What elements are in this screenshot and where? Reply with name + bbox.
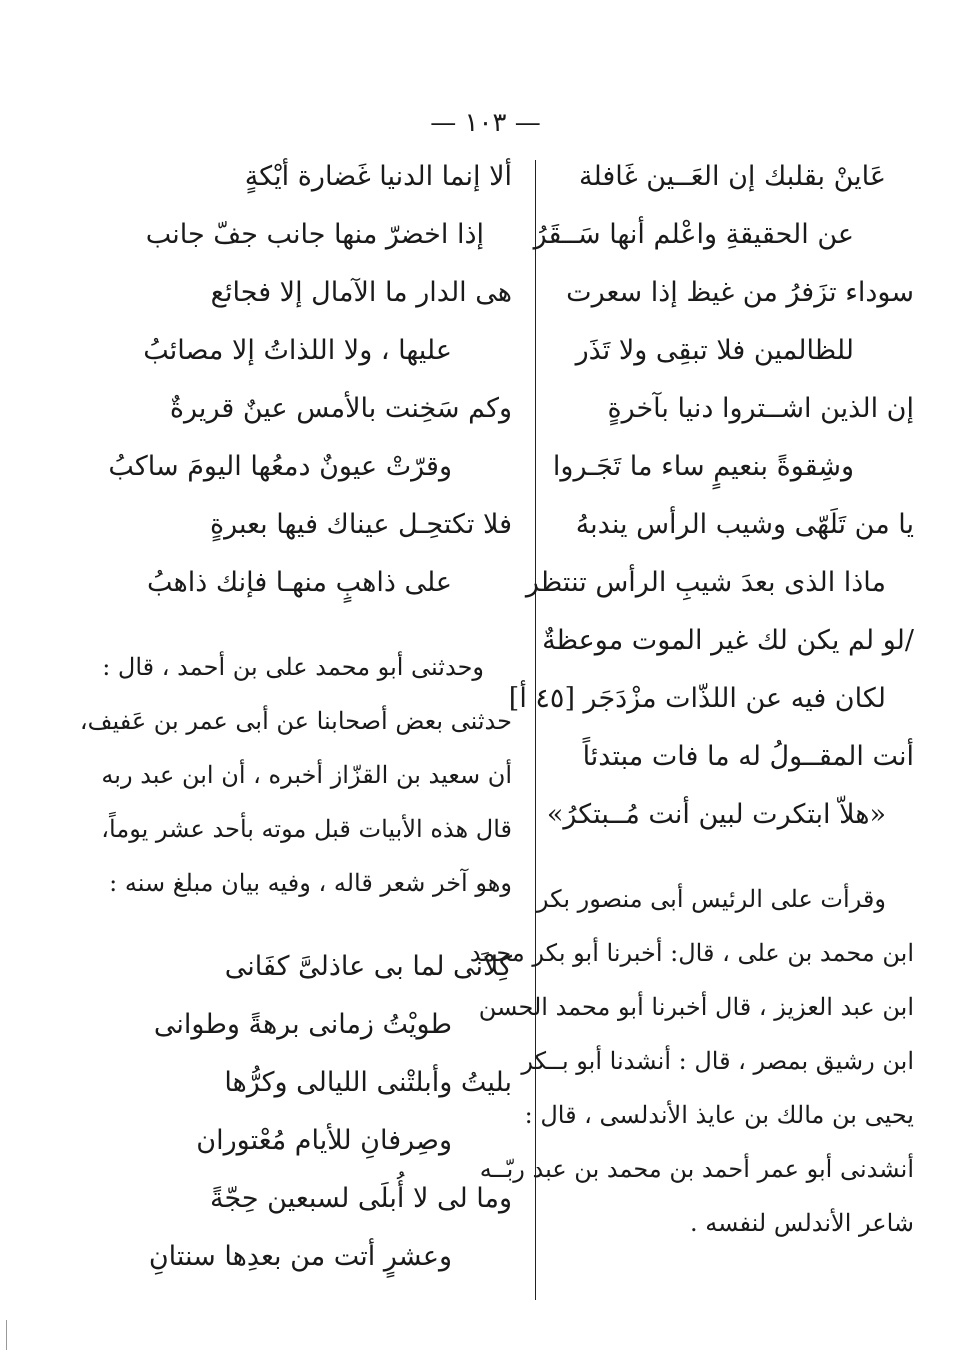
verse-line: ألا إنما الدنيا غَضارة أيْكةٍ: [244, 161, 512, 192]
verse-line: «هلاّ ابتكرت لبين أنت مُــبتكرُ»: [546, 799, 886, 830]
verse-line: عَاينْ بقلبك إن العَــين غَافلة: [578, 161, 886, 192]
prose-line: حدثنى بعض أصحابنا عن أبى عمر بن عَفيف،: [79, 707, 512, 735]
verse-line: عن الحقيقةِ واعْلم أنها سَــقَرُ: [533, 219, 854, 250]
section-gap: [552, 844, 914, 872]
verse-line: للظالمين فلا تبقِى ولا تَذَر: [575, 335, 854, 366]
verse-line: وما لى لا أُبلَى لسبعين حِجّةً: [209, 1183, 512, 1214]
verse-line: وصِرفانِ للأيام مُعْتوران: [196, 1125, 452, 1156]
verse-line: هى الدار ما الآمال إلا فجائع: [210, 277, 512, 308]
prose-line: قال هذه الأبيات قبل موته بأحد عشر يوماً،: [101, 815, 512, 843]
page-edge-mark: [6, 1320, 7, 1350]
verse-line: إذا اخضرّ منها جانب جفّ جانب: [145, 219, 484, 250]
prose-line: ابن عبد العزيز ، قال أخبرنا أبو محمد الحسن: [478, 993, 914, 1021]
verse-line: وقرّتْ عيونٌ دمعُها اليومَ ساكبُ: [108, 451, 452, 482]
prose-line: شاعر الأندلس لنفسه .: [689, 1209, 914, 1237]
prose-line: وهو آخر شعر قاله ، وفيه بيان مبلغ سنه :: [109, 869, 512, 897]
prose-line: أن سعيد بن القزّاز أخبره ، أن ابن عبد ربه: [101, 761, 512, 789]
verse-line: /لو لم يكن لك غير الموت موعظةٌ: [542, 625, 914, 656]
left-column: [79, 148, 512, 1286]
verse-line: أنت المقــولُ له ما فات مبتدئاً: [582, 741, 914, 772]
prose-line: ابن محمد بن على ، قال: أخبرنا أبو بكر محمد: [469, 939, 914, 967]
verse-line: وعشرٍ أتت من بعدِها سنتانِ: [148, 1241, 452, 1272]
prose-line: ابن رشيق بمصر ، قال : أنشدنا أبو بــكر: [521, 1047, 914, 1075]
verse-line: فلا تكتحِـل عيناك فيها بعبرةٍ: [209, 509, 512, 540]
verse-line: يا من تَلَهّى وشيب الرأس يندبهُ: [575, 509, 914, 540]
section-gap: [150, 612, 512, 640]
verse-line: ماذا الذى بعدَ شيبِ الرأس تنتظر: [525, 567, 886, 598]
verse-line: إن الذين اشــتروا دنيا بآخرةٍ: [607, 393, 914, 424]
verse-line: سوداء تزَفرُ من غيظ إذا سعرت: [566, 277, 914, 308]
page-number: — ١٠٣ —: [430, 108, 541, 138]
prose-line: وقرأت على الرئيس أبى منصور بكر: [536, 885, 886, 913]
verse-line: وكم سَخِنت بالأمس عينٌ قريرةٌ: [169, 393, 512, 424]
prose-line: وحدثنى أبو محمد على بن أحمد ، قال :: [102, 653, 484, 681]
verse-line: وشِقوةً بنعيمٍ ساء ما تَجَـروا: [552, 451, 854, 482]
section-gap: [150, 910, 512, 938]
verse-line: لكان فيه عن اللذّات مزْدَجَر [٤٥ أ]: [508, 683, 886, 714]
prose-line: يحيى بن مالك بن عايذ الأندلسى ، قال :: [524, 1101, 914, 1129]
verse-line: بليتُ وأبلتْنى الليالى وكرُّها: [224, 1067, 512, 1098]
verse-line: عليها ، ولا اللذاتُ إلا مصائبُ: [143, 335, 452, 366]
verse-line: طويْتُ زمانى برهةً وطوانى: [153, 1009, 452, 1040]
verse-line: على ذاهبٍ منهـا فإنك ذاهبُ: [146, 567, 452, 598]
verse-line: كِلاَنى لما بى عاذلىَّ كفَانى: [224, 951, 512, 982]
prose-line: أنشدنى أبو عمر أحمد بن محمد بن عبد ربّــه: [479, 1155, 914, 1183]
right-column: [469, 148, 914, 1250]
